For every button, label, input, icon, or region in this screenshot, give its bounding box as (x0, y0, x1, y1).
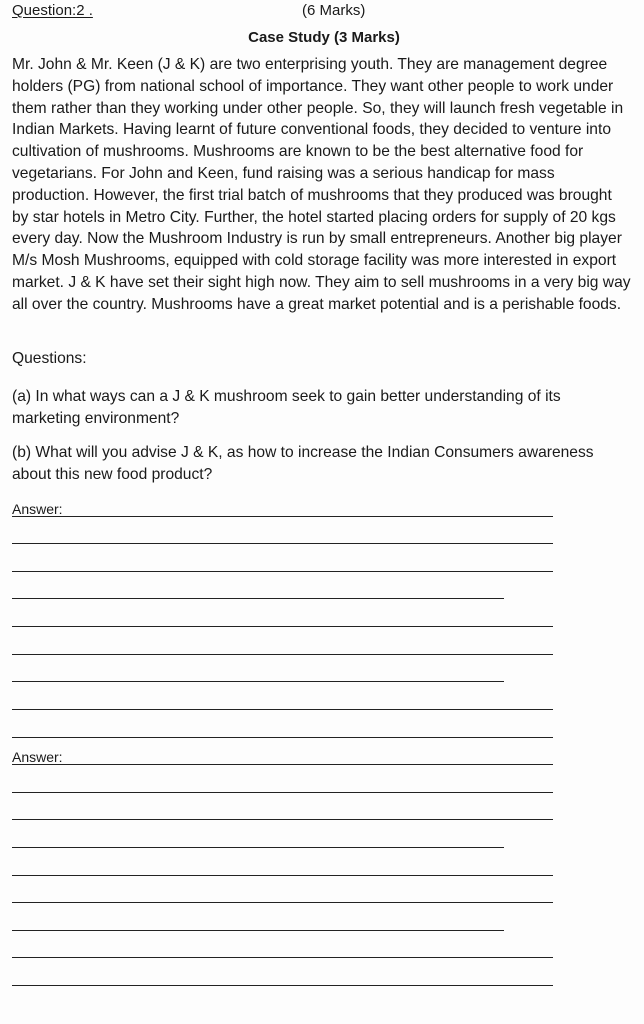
answer-line[interactable] (12, 709, 553, 710)
answer-line[interactable] (12, 681, 504, 682)
answer-line[interactable] (12, 654, 553, 655)
question-marks: (6 Marks) (302, 2, 366, 19)
answer-line[interactable] (12, 819, 553, 820)
answer-line[interactable] (12, 543, 553, 544)
question-a: (a) In what ways can a J & K mushroom seek to gain better understanding of its marketing environment? (12, 388, 561, 427)
question-number: Question:2 . (12, 2, 93, 19)
answer-line[interactable] (12, 930, 504, 931)
answer-line[interactable] (12, 737, 553, 738)
answer-line[interactable] (12, 571, 553, 572)
answer-line[interactable] (12, 875, 553, 876)
answer-line[interactable] (12, 957, 553, 958)
answer-line[interactable] (12, 516, 553, 517)
answer-line[interactable] (12, 847, 504, 848)
question-b: (b) What will you advise J & K, as how to increase the Indian Consumers awareness about this new food product? (12, 444, 594, 483)
case-study-title: Case Study (3 Marks) (248, 29, 400, 46)
answer-line[interactable] (12, 764, 553, 765)
answer-line[interactable] (12, 626, 553, 627)
answer-line[interactable] (12, 792, 553, 793)
case-study-passage: Mr. John & Mr. Keen (J & K) are two enterprising youth. They are management degree holders (PG) from national school of importance. They want other people to work under them rather than they working under other people. So, they will launch fresh vegetable in Indian Markets. Having learnt of future conventional foods, they decided to venture into cultivation of mushrooms. Mushrooms are known to be the best alternative food for vegetarians. For John and Keen, fund raising was a serious handicap for mass production. However, the first trial batch of mushrooms that they produced was brought by star hotels in Metro City. Further, the hotel started placing orders for supply of 20 kgs every day. Now the Mushroom Industry is run by small entrepreneurs. Another big player M/s Mosh Mushrooms, equipped with cold storage facility was more interested in export market. J & K have set their sight high now. They aim to sell mushrooms in a very big way all over the country. Mushrooms have a great market potential and is a perishable foods. (12, 56, 631, 313)
question-header (0, 2, 644, 22)
answer-line[interactable] (12, 985, 553, 986)
answer-line[interactable] (12, 902, 553, 903)
answer-label: Answer: (12, 749, 63, 765)
questions-label: Questions: (12, 350, 87, 367)
answer-label: Answer: (12, 501, 63, 517)
answer-line[interactable] (12, 598, 504, 599)
